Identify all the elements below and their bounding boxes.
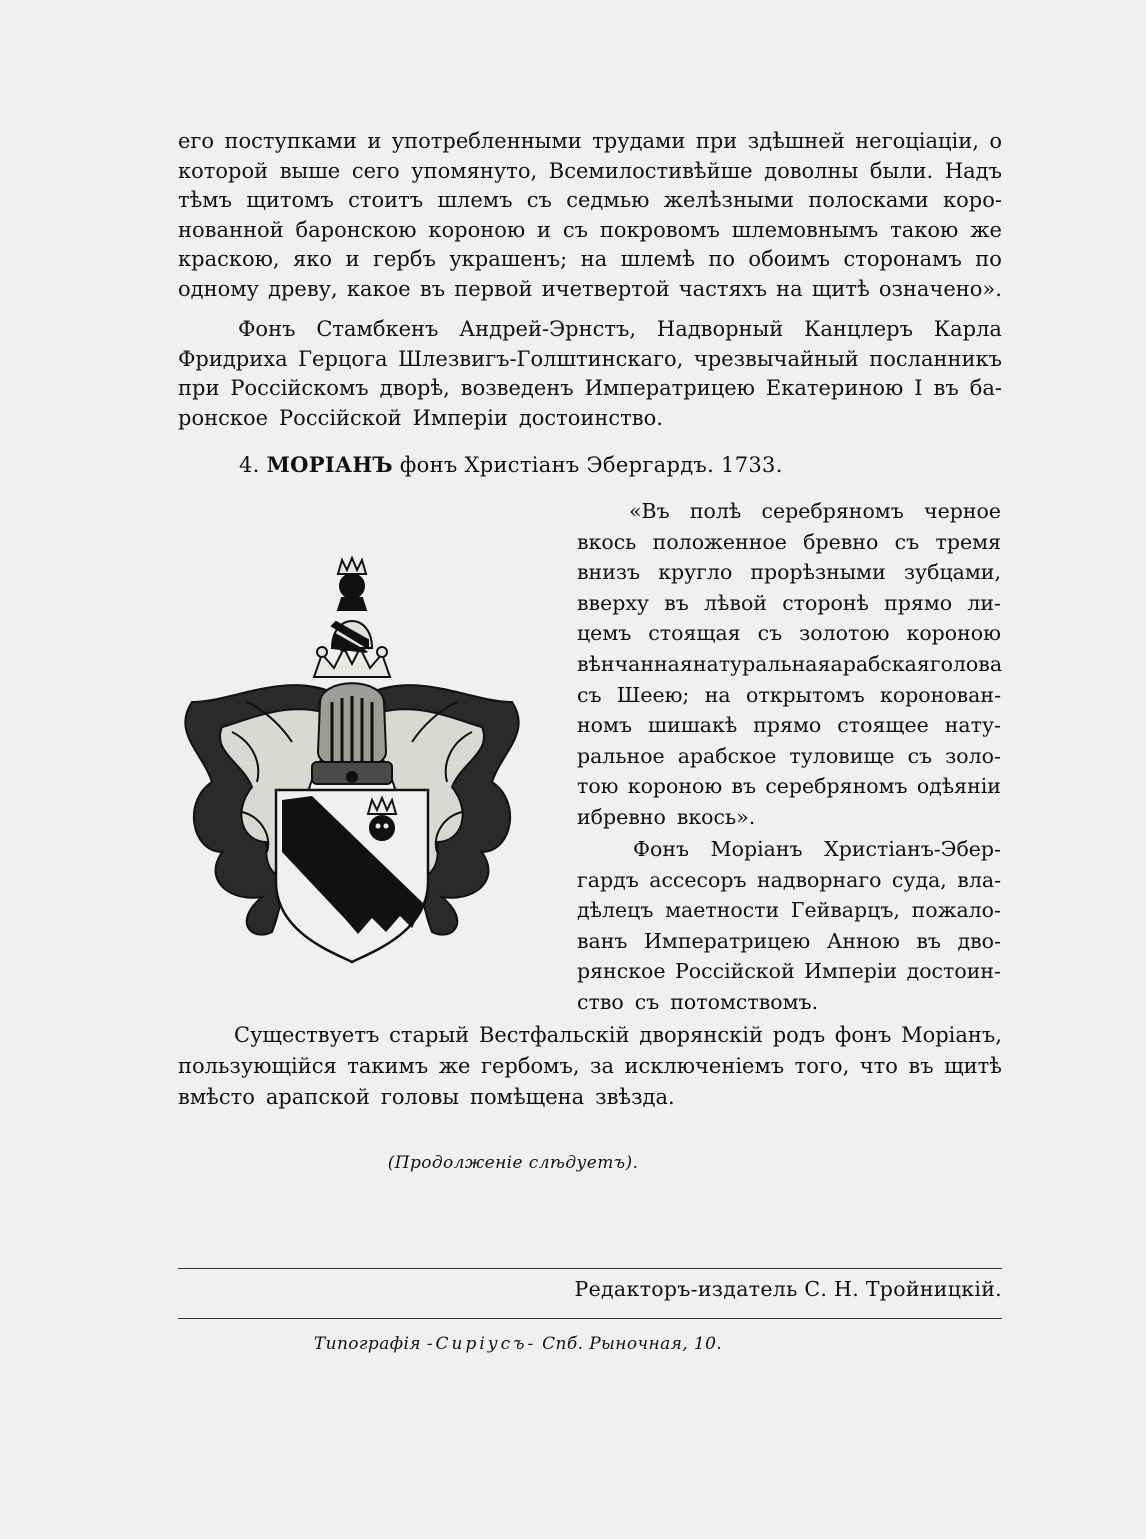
word: вла- — [957, 867, 1001, 892]
word: головы — [380, 1085, 460, 1109]
word: выше — [279, 158, 341, 183]
text-line — [577, 618, 1001, 649]
entry-title-rest: фонъ Христіанъ Эбергардъ. 1733. — [399, 453, 783, 477]
word: Императрицею — [584, 376, 755, 400]
word: золо- — [945, 743, 1001, 768]
printer-prefix: Типографія — [313, 1334, 421, 1354]
text-line — [178, 315, 1002, 345]
word: стоящее — [837, 713, 929, 738]
word: сторонѣ — [782, 590, 869, 615]
word: Моріанъ — [710, 837, 803, 861]
text-line — [577, 680, 1001, 711]
word: въ — [419, 276, 446, 301]
word: ба- — [969, 376, 1002, 400]
blazon-description — [577, 496, 1001, 833]
word: означено». — [878, 276, 1002, 301]
word: черное — [924, 499, 1001, 523]
text-line — [577, 649, 1001, 680]
word: достоинство. — [518, 405, 663, 430]
word: возведенъ — [460, 376, 574, 400]
word: коронован- — [880, 682, 1001, 707]
word: ассесоръ — [649, 867, 747, 892]
word: трудами — [592, 129, 686, 153]
word: серебряномъ — [761, 499, 904, 523]
word: номъ — [577, 713, 632, 738]
word: седмью — [566, 188, 650, 212]
word: въ — [908, 1054, 934, 1078]
word: тою — [577, 774, 619, 799]
word: въ — [731, 774, 757, 799]
word: Россійской — [675, 959, 795, 984]
word: арабское — [677, 743, 777, 768]
word: положенное — [652, 529, 787, 554]
word: полосками — [808, 188, 929, 212]
word: Андрей-Эрнстъ, — [459, 317, 636, 341]
word: шлемовнымъ — [731, 217, 879, 242]
text-line — [178, 157, 1002, 187]
editor-line: Редакторъ-издатель С. Н. Тройницкій. — [574, 1277, 1002, 1301]
word: въ — [933, 376, 959, 400]
word: и — [345, 247, 360, 271]
word: вверху — [577, 590, 649, 615]
text-line — [178, 1051, 1002, 1082]
text-line — [577, 588, 1001, 619]
word: Императрицею — [644, 928, 811, 953]
word: съ — [757, 621, 783, 646]
word: о — [989, 129, 1002, 153]
word: на — [776, 276, 803, 301]
text-line — [577, 741, 1001, 772]
word: съ — [634, 989, 660, 1014]
word: звѣзда. — [595, 1085, 675, 1109]
word: натуральная — [692, 651, 831, 676]
word: ронское — [178, 405, 269, 430]
word: стоящая — [648, 621, 741, 646]
entry-surname: МОРІАНЪ — [266, 452, 393, 477]
word: вкось — [577, 529, 637, 554]
word: одному — [178, 276, 259, 301]
word: на — [580, 247, 608, 271]
word: Моріанъ, — [901, 1023, 1002, 1047]
paragraph-westphalian-family — [178, 1020, 1002, 1113]
word: Гейварцъ, — [790, 898, 900, 923]
word: шлемъ — [437, 188, 513, 212]
paragraph-helmet-description — [178, 127, 1002, 304]
word: зубцами, — [903, 560, 1001, 585]
word: прорѣзными — [750, 560, 886, 585]
word: украшенъ; — [449, 247, 568, 271]
word: съ — [894, 529, 920, 554]
word: нату- — [944, 713, 1001, 738]
text-line — [577, 926, 1001, 957]
word: Стамбкенъ — [316, 317, 439, 341]
word: которой — [178, 158, 269, 183]
word: ичетвертой — [541, 276, 670, 301]
divider-top — [178, 1268, 1002, 1269]
paragraph-stambken — [178, 315, 1002, 433]
text-line — [178, 127, 1002, 157]
coat-of-arms-image — [172, 552, 532, 972]
word: негоціаціи, — [855, 129, 979, 153]
word: и — [367, 129, 382, 153]
word: Имперіи — [804, 959, 898, 984]
word: фонъ — [834, 1023, 892, 1047]
word: яко — [293, 247, 333, 271]
word: пользующійся — [178, 1054, 337, 1078]
word: съ — [907, 743, 933, 768]
word: вѣнчанная — [577, 651, 693, 676]
word: Герцога — [298, 346, 388, 371]
text-line — [178, 216, 1002, 246]
word: такою — [890, 217, 959, 242]
word: коро- — [943, 188, 1002, 212]
word: по — [975, 247, 1002, 271]
word: употребленными — [391, 129, 582, 153]
entry-number: 4. — [239, 453, 260, 477]
word: Шеею; — [616, 682, 690, 707]
word: Анною — [826, 928, 900, 953]
text-line — [577, 987, 1001, 1018]
word: въ — [664, 590, 689, 615]
word: щитѣ — [944, 1054, 1002, 1078]
word: первой — [454, 276, 533, 301]
word: кругло — [658, 560, 733, 585]
word: маетности — [665, 898, 780, 923]
text-line — [577, 771, 1001, 802]
text-line — [178, 404, 1002, 434]
word: одѣяніи — [916, 774, 1001, 799]
word: въ — [916, 928, 941, 953]
word: съ — [526, 188, 552, 212]
word: краскою, — [178, 247, 280, 271]
word: гардъ — [577, 867, 639, 892]
word: Христіанъ-Эбер- — [824, 837, 1001, 861]
word: за — [590, 1054, 614, 1078]
text-line — [577, 802, 1001, 833]
word: здѣшней — [747, 129, 845, 153]
word: ибревно — [577, 804, 666, 829]
word: серебряномъ — [765, 774, 908, 799]
word: же — [970, 217, 1002, 242]
word: арапской — [265, 1085, 370, 1109]
word: сторонамъ — [843, 247, 962, 271]
text-line — [178, 345, 1002, 375]
divider-bottom — [178, 1318, 1002, 1319]
continuation-note: (Продолженіе слѣдуетъ). — [387, 1153, 639, 1173]
word: Екатериною — [765, 376, 904, 400]
word: Россійскомъ — [230, 376, 369, 400]
word: нованной — [178, 217, 284, 242]
word: достоин- — [906, 959, 1001, 984]
word: потомствомъ. — [670, 989, 819, 1014]
word: арабская — [830, 651, 930, 676]
text-line — [577, 865, 1001, 896]
word: Фонъ — [238, 317, 296, 341]
word: дворѣ, — [379, 376, 450, 400]
word: рянское — [577, 959, 666, 984]
word: такимъ — [347, 1054, 429, 1078]
word: бревно — [803, 529, 879, 554]
word: дво- — [957, 928, 1001, 953]
word: короною — [627, 774, 723, 799]
word: же — [438, 1054, 471, 1078]
word: дѣлецъ — [577, 898, 654, 923]
word: съ — [577, 682, 602, 707]
text-line — [178, 245, 1002, 275]
word: золотою — [799, 621, 890, 646]
word: стоитъ — [348, 188, 424, 212]
word: съ — [562, 217, 589, 242]
word: при — [695, 129, 738, 153]
word: были. — [869, 158, 934, 183]
word: прямо — [753, 713, 822, 738]
word: прямо — [884, 590, 953, 615]
word: посланникъ — [869, 346, 1002, 371]
word: цемъ — [577, 621, 632, 646]
word: помѣщена — [470, 1085, 585, 1109]
word: поступками — [224, 129, 357, 153]
paragraph-morian — [577, 834, 1001, 1018]
word: лѣвой — [704, 590, 767, 615]
word: тѣмъ — [178, 188, 232, 212]
word: упомянуто, — [411, 158, 538, 183]
word: на — [704, 682, 731, 707]
word: Вестфальскій — [478, 1023, 630, 1047]
word: щитѣ — [811, 276, 870, 301]
word: частяхъ — [678, 276, 768, 301]
word: ли- — [967, 590, 1001, 615]
word: ванъ — [577, 928, 628, 953]
word: I — [914, 376, 923, 400]
word: Фонъ — [633, 837, 690, 861]
word: что — [859, 1054, 898, 1078]
word: гербъ — [372, 247, 436, 271]
word: доволны — [764, 158, 859, 183]
word: и — [537, 217, 552, 242]
word: какое — [346, 276, 411, 301]
word: при — [178, 376, 220, 400]
word: Существуетъ — [234, 1023, 380, 1047]
text-line — [178, 1020, 1002, 1051]
word: голова — [929, 651, 1003, 676]
printer-name: -Сиріусъ- — [426, 1334, 537, 1354]
word: Карла — [933, 317, 1002, 341]
word: ральное — [577, 743, 665, 768]
word: чрезвычайный — [693, 346, 859, 371]
word: древу, — [268, 276, 338, 301]
word: пожало- — [911, 898, 1001, 923]
word: гербомъ, — [480, 1054, 580, 1078]
word: старый — [389, 1023, 470, 1047]
word: покровомъ — [599, 217, 720, 242]
word: дворянскій — [639, 1023, 763, 1047]
word: баронскою — [295, 217, 417, 242]
word: сего — [351, 158, 400, 183]
word: Фридриха — [178, 346, 288, 371]
text-line — [178, 275, 1002, 305]
word: желѣзными — [663, 188, 794, 212]
text-line — [577, 496, 1001, 527]
word: тремя — [935, 529, 1001, 554]
text-line — [577, 557, 1001, 588]
word: по — [708, 247, 735, 271]
text-line — [577, 527, 1001, 558]
text-line — [577, 834, 1001, 865]
printer-line — [0, 1334, 1146, 1354]
word: вмѣсто — [178, 1085, 255, 1109]
word: Надворный — [656, 317, 784, 341]
word: надворнаго — [756, 867, 882, 892]
word: Россійской — [279, 405, 402, 430]
text-line — [178, 186, 1002, 216]
word: туловище — [789, 743, 895, 768]
word: «Въ — [629, 499, 670, 523]
text-line — [577, 956, 1001, 987]
word: исключеніемъ — [624, 1054, 785, 1078]
word: Канцлеръ — [804, 317, 913, 341]
word: вкось». — [676, 804, 756, 829]
word: короною — [906, 621, 1001, 646]
text-line — [178, 374, 1002, 404]
word: полѣ — [689, 499, 742, 523]
text-line — [178, 1082, 1002, 1113]
word: того, — [794, 1054, 850, 1078]
text-line — [577, 710, 1001, 741]
word: обоимъ — [748, 247, 831, 271]
word: щитомъ — [246, 188, 334, 212]
word: внизъ — [577, 560, 641, 585]
word: Шлезвигъ-Голштинскаго, — [398, 346, 684, 371]
word: родъ — [772, 1023, 826, 1047]
word: Всемилостивѣйше — [548, 158, 753, 183]
word: Имперіи — [412, 405, 508, 430]
word: шлемѣ — [620, 247, 695, 271]
word: шишакѣ — [648, 713, 738, 738]
word: Надъ — [944, 158, 1002, 183]
word: короною — [428, 217, 526, 242]
word: его — [178, 129, 215, 153]
text-line — [577, 895, 1001, 926]
word: ство — [577, 989, 624, 1014]
printer-address: Спб. Рыночная, 10. — [542, 1334, 723, 1354]
word: открытомъ — [746, 682, 865, 707]
word: суда, — [891, 867, 947, 892]
entry-heading — [239, 452, 783, 477]
